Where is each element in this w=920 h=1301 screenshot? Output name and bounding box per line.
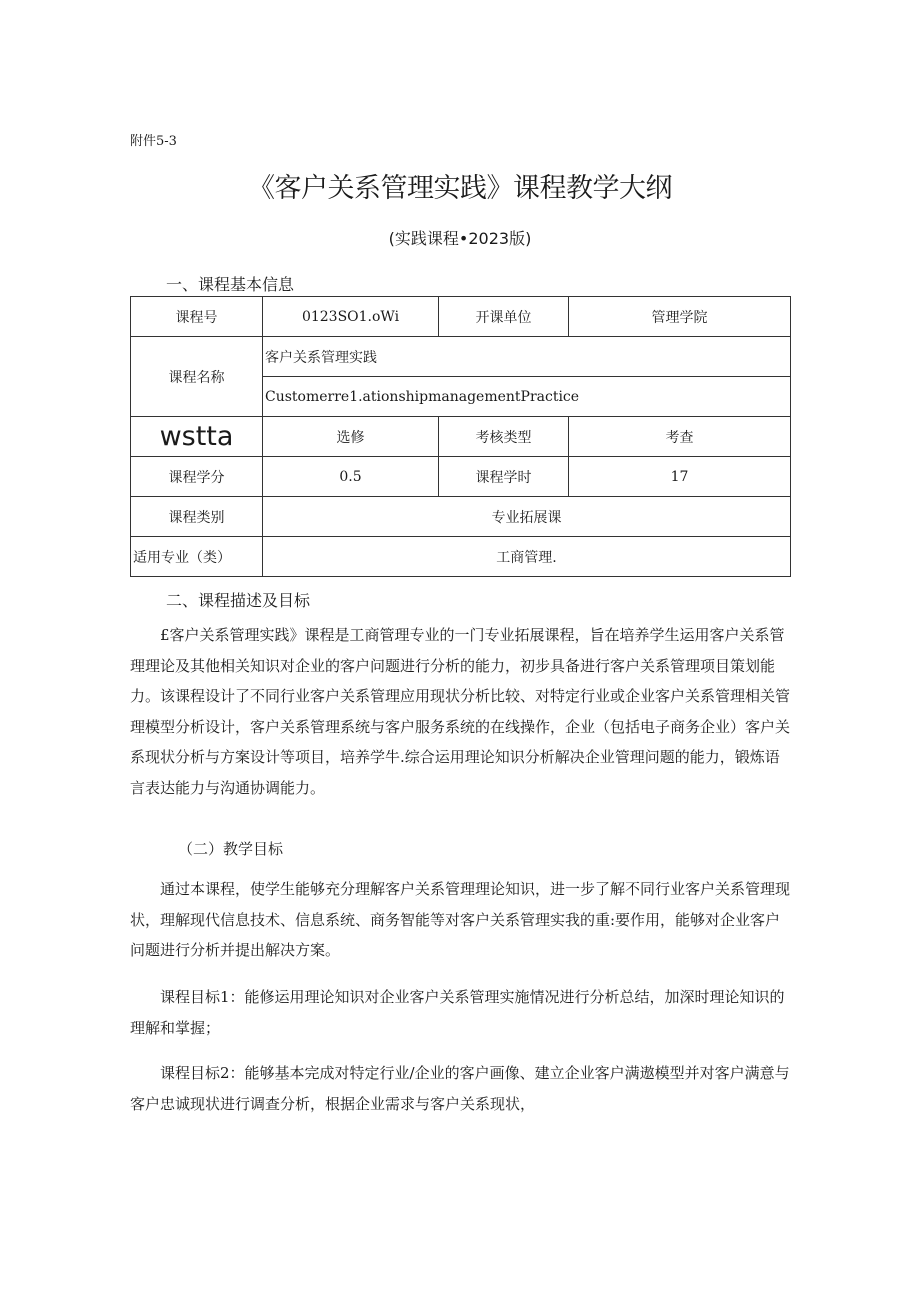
course-no-value: 0123SO1.oWi [263,297,439,337]
course-no-label: 课程号 [131,297,263,337]
section-heading-basic-info: 一、课程基本信息 [166,275,295,294]
dept-value: 管理学院 [569,297,791,337]
teaching-goal-text: 通过本课程，使学生能够充分理解客户关系管理理论知识，进一步了解不同行业客户关系管理现状，理解现代信息技术、信息系统、商务智能等对客户关系管理实我的重:要作用，能够对企业客户问题进行分析并提出解决方案。 [130,880,791,959]
teaching-goal [130,874,790,966]
course-description [130,620,790,803]
course-name-label: 课程名称 [131,337,263,417]
course-info-table [130,296,791,577]
course-nature-label: wstta [131,417,263,457]
table-row [131,337,791,377]
assess-type-label: 考核类型 [439,417,569,457]
table-row [131,297,791,337]
section-heading-description: 二、课程描述及目标 [166,591,311,610]
teaching-goal-heading: （二）教学目标 [178,840,284,858]
table-row [131,497,791,537]
major-label: 适用专业（类） [131,537,263,577]
description-text: £客户关系管理实践》课程是工商管理专业的一门专业拓展课程，旨在培养学生运用客户关系管理理论及其他相关知识对企业的客户问题进行分析的能力，初步具备进行客户关系管理项目策划能力。该课程设计了不同行业客户关系管理应用现状分析比较、对特定行业或企业客户关系管理相关管理模型分析设计，客户关系管理系统与客户服务系统的在线操作，企业（包括电子商务企业）客户关系现状分析与方案设计等项目，培养学牛.综合运用理论知识分析解决企业管理问题的能力，锻炼语言表达能力与沟通协调能力。 [130,626,791,797]
major-value: 工商管理. [263,537,791,577]
course-nature-value: 选修 [263,417,439,457]
course-goal-1-text: 课程目标1：能修运用理论知识对企业客户关系管理实施情况进行分析总结，加深时理论知识的理解和掌握； [130,988,785,1037]
hours-label: 课程学时 [439,457,569,497]
table-row [131,457,791,497]
course-name-cn: 客户关系管理实践 [263,337,791,377]
course-goal-2 [130,1058,790,1119]
course-goal-1 [130,982,790,1043]
document-subtitle: (实践课程•2023版) [388,229,532,248]
attachment-label: 附件5-3 [130,134,177,149]
document-title: 《客户关系管理实践》课程教学大纲 [248,173,672,204]
category-value: 专业拓展课 [263,497,791,537]
course-goal-2-text: 课程目标2：能够基本完成对特定行业/企业的客户画像、建立企业客户满遨模型并对客户满意与客户忠诚现状进行调查分析，根据企业需求与客户关系现状， [130,1064,790,1113]
course-name-en: Customerre1.ationshipmanagementPractice [263,377,791,417]
hours-value: 17 [569,457,791,497]
assess-type-value: 考查 [569,417,791,457]
table-row [131,537,791,577]
dept-label: 开课单位 [439,297,569,337]
table-row [131,417,791,457]
credit-value: 0.5 [263,457,439,497]
credit-label: 课程学分 [131,457,263,497]
category-label: 课程类别 [131,497,263,537]
